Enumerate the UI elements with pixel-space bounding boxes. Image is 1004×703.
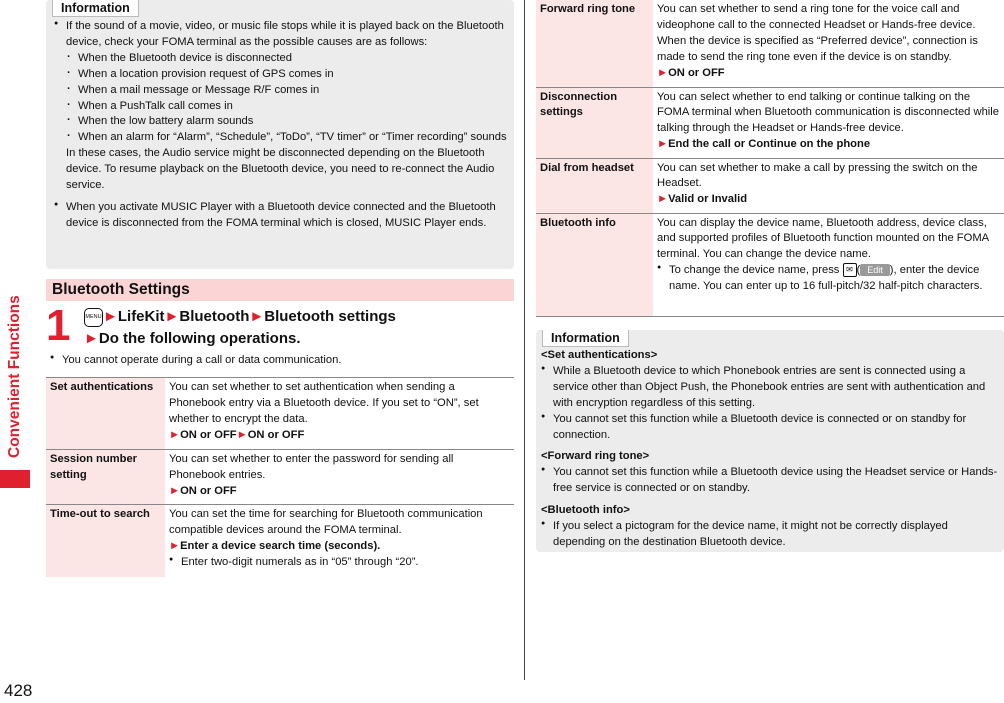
step-number: 1 xyxy=(46,301,71,350)
setting-label: Bluetooth info xyxy=(536,213,653,316)
arrow-icon: ► xyxy=(169,539,181,552)
mail-key-icon: ✉ xyxy=(843,263,857,277)
edit-softkey-icon: Edit xyxy=(860,264,890,276)
setting-note: ● To change the device name, press ✉ ( Edit ), enter the device name. You can enter up to 16 full-pitch/32 half-pitch characters. xyxy=(657,263,1000,295)
setting-description xyxy=(653,158,1004,213)
step-instruction xyxy=(84,306,514,350)
table-row xyxy=(536,213,1004,316)
info-paragraph: In these cases, the Audio service might be disconnected depending on the Bluetooth device. To resume playback on the Bluetooth device, you need to re-connect the Audio service. xyxy=(66,147,495,192)
info-bullet: ● If you select a pictogram for the device name, it might not be correctly displayed depending on the destination Bluetooth device. xyxy=(541,519,999,551)
cause-item: · When a location provision request of GPS comes in xyxy=(54,67,509,83)
section-title: Bluetooth Settings xyxy=(46,279,514,301)
setting-description xyxy=(653,213,1004,316)
setting-description xyxy=(165,505,514,577)
setting-choice: End the call or Continue on the phone xyxy=(668,138,871,151)
setting-description xyxy=(653,87,1004,158)
setting-choice: Valid or Invalid xyxy=(668,193,748,206)
setting-label: Session number setting xyxy=(46,450,165,505)
setting-desc-text: You can set whether to enter the password for sending all Phonebook entries. xyxy=(169,453,454,481)
table-row xyxy=(536,158,1004,213)
setting-label: Dial from headset xyxy=(536,158,653,213)
setting-description xyxy=(165,378,514,450)
setting-desc-text: You can select whether to end talking or continue talking on the FOMA terminal when Bluetooth communication is disconnected while talking through the Headset or Hands-free device. xyxy=(657,90,1000,135)
table-row xyxy=(536,0,1004,87)
settings-table-left xyxy=(46,377,514,577)
step-path-item: Do the following operations. xyxy=(98,330,301,347)
arrow-icon: ► xyxy=(657,138,669,151)
table-row xyxy=(536,87,1004,158)
info-heading: <Set authentications> xyxy=(541,349,658,361)
arrow-icon: ► xyxy=(249,308,265,325)
cause-item: · When a mail message or Message R/F comes in xyxy=(54,83,509,99)
setting-description xyxy=(653,0,1004,87)
table-row xyxy=(46,378,514,450)
cause-item: · When the Bluetooth device is disconnected xyxy=(54,51,509,67)
setting-label: Disconnection settings xyxy=(536,87,653,158)
setting-desc-text: You can set the time for searching for Bluetooth communication compatible devices around the FOMA terminal. xyxy=(169,508,483,536)
info-box-top xyxy=(46,0,514,269)
table-row xyxy=(46,505,514,577)
step-path-item: LifeKit xyxy=(117,308,165,325)
info-bullet: ● When you activate MUSIC Player with a Bluetooth device connected and the Bluetooth device is disconnected from the FOMA terminal which is closed, MUSIC Player ends. xyxy=(54,200,509,232)
column-divider xyxy=(524,0,525,680)
step-path-item: Bluetooth settings xyxy=(264,308,396,325)
settings-table-right xyxy=(536,0,1004,317)
info-box-right xyxy=(536,330,1004,552)
cause-item: · When a PushTalk call comes in xyxy=(54,99,509,115)
arrow-icon: ► xyxy=(657,193,669,206)
step-note: ● You cannot operate during a call or data communication. xyxy=(50,353,522,369)
arrow-icon: ► xyxy=(169,428,181,441)
arrow-icon: ► xyxy=(169,484,181,497)
arrow-icon: ► xyxy=(236,428,248,441)
setting-choice: ON or OFF xyxy=(180,484,237,497)
info-bullet: ● You cannot set this function while a Bluetooth device is connected or on standby for connection. xyxy=(541,412,999,444)
info-tab: Information xyxy=(52,0,139,17)
page-number: 428 xyxy=(4,681,33,700)
step-path-item: Bluetooth xyxy=(179,308,250,325)
setting-description xyxy=(165,450,514,505)
setting-note: ● Enter two-digit numerals as in “05” through “20”. xyxy=(169,555,510,571)
setting-choice: ON or OFF xyxy=(180,428,237,441)
cause-item: · When the low battery alarm sounds xyxy=(54,114,509,130)
setting-choice: ON or OFF xyxy=(247,428,305,441)
cause-item: · When an alarm for “Alarm”, “Schedule”, “ToDo”, “TV timer” or “Timer recording” sounds xyxy=(54,130,509,146)
chapter-marker xyxy=(0,470,30,488)
menu-key-icon: MENU xyxy=(84,308,103,327)
setting-desc-text: You can set whether to make a call by pressing the switch on the Headset. xyxy=(657,161,978,190)
info-bullet: ● If the sound of a movie, video, or music file stops while it is played back on the Bluetooth device, check your FOMA terminal as the possible causes are as follows: xyxy=(54,19,509,51)
setting-label: Forward ring tone xyxy=(536,0,653,87)
arrow-icon: ► xyxy=(103,308,118,325)
setting-label: Set authentications xyxy=(46,378,165,450)
chapter-label: Convenient Functions xyxy=(6,295,23,458)
info-tab: Information xyxy=(542,330,629,347)
chapter-tab xyxy=(0,0,30,698)
info-heading: <Forward ring tone> xyxy=(541,450,650,463)
info-bullet: ● You cannot set this function while a Bluetooth device using the Headset service or Hands-free service is connected or on standby. xyxy=(541,465,999,497)
info-heading: <Bluetooth info> xyxy=(541,504,630,517)
table-row xyxy=(46,450,514,505)
setting-choice: ON or OFF xyxy=(668,66,725,79)
arrow-icon: ► xyxy=(164,308,180,325)
arrow-icon: ► xyxy=(84,330,99,347)
setting-desc-text: You can display the device name, Bluetooth address, device class, and supported profiles of Bluetooth function mounted on the FOMA terminal. You can change the device name. xyxy=(657,216,989,261)
info-bullet: ● While a Bluetooth device to which Phonebook entries are sent is connected using a service other than Object Push, the Phonebook entries are sent with authentication and with encryption regardless of this setting. xyxy=(541,364,999,412)
setting-label: Time-out to search xyxy=(46,505,165,577)
setting-desc-text: You can set whether to set authentication when sending a Phonebook entry via a Bluetooth device. If you set to “ON”, set whether to encrypt the data. xyxy=(169,381,479,425)
setting-choice: Enter a device search time (seconds). xyxy=(180,539,381,552)
arrow-icon: ► xyxy=(657,66,669,79)
setting-desc-text: You can set whether to send a ring tone for the voice call and videophone call to the connected Headset or Hands-free device. When the device is specified as “Preferred device”, connection is made to send the ring tone even if the device is on standby. xyxy=(657,3,978,63)
